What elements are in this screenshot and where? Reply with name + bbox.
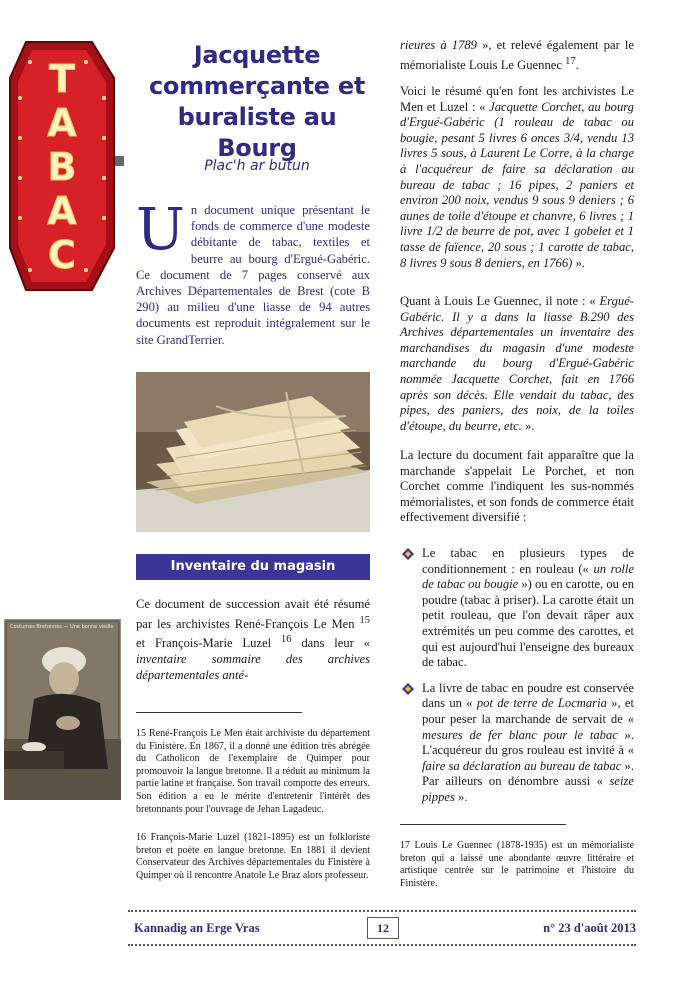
text-italic: pot de terre de Locmaria: [476, 696, 607, 711]
postcard-caption: Costumes Bretonnes — Une bonne vieille: [10, 624, 114, 630]
title-line: buraliste au Bourg: [177, 103, 337, 162]
footnote-15: 15 René-François Le Men était archiviste du département du Finistère. En 1867, il a donné une édition très abrégée du Catholicon de l'exemplaire de Quimper pour promouvoir la langue bretonne. Il a réduit au minimum la partie latine et française. Son travail comporte des erreurs. Son édition a eu le mérite d'entretenir l'intérêt des bretonnants pour l'ouvrage de Jehan Lagadeuc.: [136, 728, 370, 815]
text-run: ».: [572, 255, 585, 270]
text-run: Quant à Louis Le Guennec, il note : «: [400, 294, 600, 308]
text-italic: mesures de fer blanc pour le tabac: [422, 727, 618, 742]
article-title: [138, 40, 376, 164]
text-run: .: [575, 57, 579, 72]
old-woman-postcard-photo: [4, 619, 121, 800]
inventory-list: [400, 546, 634, 816]
footnote-separator: [400, 824, 566, 825]
text-run: ».: [521, 418, 535, 433]
right-paragraph-2: [400, 84, 634, 271]
right-paragraph-4: La lecture du document fait apparaître que la marchande s'appelait Le Porchet, et non Corchet comme l'indiquent les sus-nommés mémorialistes, et son fonds de commerce était effectivement diversifié :: [400, 448, 634, 525]
sign-letter: T: [49, 57, 75, 101]
bullet-icon: [402, 683, 414, 695]
text-run: Ce document de succession avait été résumé par les archivistes René-François Le Men: [136, 597, 370, 631]
footer-publication: Kannadig an Erge Vras: [134, 921, 260, 935]
right-paragraph-1: [400, 38, 634, 73]
footnote-ref: 16: [280, 634, 292, 646]
text-run: ») ou en carotte, ou en poudre (tabac à priser). La carotte était un petit rouleau, que l'on devait râper aux extrémités un peu comme des carottes, et qui est aujourd'hui l'enseigne des bureaux de tabac.: [422, 577, 634, 670]
sign-letter: B: [47, 145, 77, 189]
text-italic: un rolle de tabac ou bougie: [422, 561, 634, 592]
text-run: », et relevé également par le mémorialiste Louis Le Guennec: [400, 38, 634, 72]
bullet-icon: [402, 548, 414, 560]
text-run: La livre de tabac en poudre est conservée dans un «: [422, 680, 634, 711]
text-run: ».: [454, 789, 468, 804]
sign-letter: C: [48, 233, 76, 277]
footnote-17: 17 Louis Le Guennec (1878-1935) est un mémorialiste breton qui a laissé une abondante œuvre littéraire et artistique centrée sur le patrimoine et l'histoire du Finistère.: [400, 840, 634, 889]
page-number: 12: [367, 917, 399, 939]
footer-issue: n° 23 d'août 2013: [543, 921, 636, 935]
footer-rule-top: [128, 910, 636, 912]
text-run: Voici le résumé qu'en font les archivistes Le Men et Luzel : «: [400, 84, 634, 114]
sign-letter: A: [47, 101, 77, 145]
text-run: Le tabac en plusieurs types de conditionnement : en rouleau («: [422, 546, 634, 576]
intro-paragraph: [136, 195, 370, 348]
text-run: ». L'acquéreur du gros rouleau est invité à «: [422, 727, 634, 758]
title-line: commerçante et: [148, 72, 365, 100]
drop-cap: U: [136, 195, 185, 263]
text-italic: Ergué-Gabéric. Il y a dans la liasse B.290 des Archives départementales un inventaire des marchandises du magasin d'une modeste marchande du bourg d'Ergué-Gabéric nommée Jacquette Corchet, fait en 1766 après son décès. Elle vendait du tabac, des pipes, des paniers, des noix, de la toiles d'étoupe, du beurre, etc.: [400, 294, 634, 433]
footer-rule-bottom: [128, 944, 636, 946]
tabac-sign-image: [6, 38, 126, 298]
title-line: Jacquette: [193, 41, 321, 69]
right-paragraph-3: [400, 294, 634, 434]
footnote-16: 16 François-Marie Luzel (1821-1895) est un folkloriste breton et poète en langue bretonne. En 1881 il devient Conservateur des Archives départementales du Finistère à Quimper où il rencontre Anatole Le Braz alors professeur.: [136, 832, 370, 881]
text-italic: Jacquette Corchet, au bourg d'Ergué-Gabéric (1 rouleau de tabac ou bougie, pesant 5 livres 6 onces 3/4, vendu 13 livres 5 sous, à Laurent Le Corre, à la charge à l'acquéreur de faire sa déclaration au bureau de tabac ; 16 pipes, 2 paniers et environ 200 noix, vendus 9 sous 9 deniers ; 6 aunes de toile d'étoupe et chanvre, 6 livres ; 1 livre 1/2 de beurre de pot, avec 1 gobelet et 1 tasse de faïence, 20 sous ; 1 carotte de tabac, 8 livres 9 sous 8 deniers, en 1766): [400, 99, 634, 270]
article-subtitle: Plac'h ar butun: [204, 158, 310, 174]
text-italic: faire sa déclaration au bureau de tabac: [422, 758, 622, 773]
intro-text: n document unique présentant le fonds de commerce d'une modeste débitante de tabac, textiles et beurre au bourg d'Ergué-Gabéric. Ce document de 7 pages conservé aux Archives Départementales de Brest (cote B 290) au milieu d'une liasse de 94 autres documents est reproduit intégralement sur le site GrandTerrier.: [136, 203, 370, 347]
footnote-ref: 15: [359, 614, 370, 626]
list-item: [400, 681, 634, 806]
footnote-ref: 17: [565, 55, 576, 67]
section-banner: Inventaire du magasin: [136, 554, 370, 580]
text-italic: rieures à 1789: [400, 38, 477, 52]
footnote-separator: [136, 712, 302, 713]
list-item: [400, 546, 634, 671]
text-run: ». Par ailleurs on dénombre aussi «: [422, 758, 635, 789]
archive-papers-photo: [136, 372, 370, 532]
left-paragraph: [136, 597, 370, 683]
text-run: », et pour peser la marchande de servait de «: [422, 696, 635, 726]
text-run: dans leur «: [291, 636, 370, 651]
text-italic: seize pippes: [422, 774, 634, 804]
text-italic: inventaire sommaire des archives départementales anté-: [136, 652, 370, 682]
text-run: et François-Marie Luzel: [136, 636, 281, 651]
sign-letter: A: [47, 189, 77, 233]
